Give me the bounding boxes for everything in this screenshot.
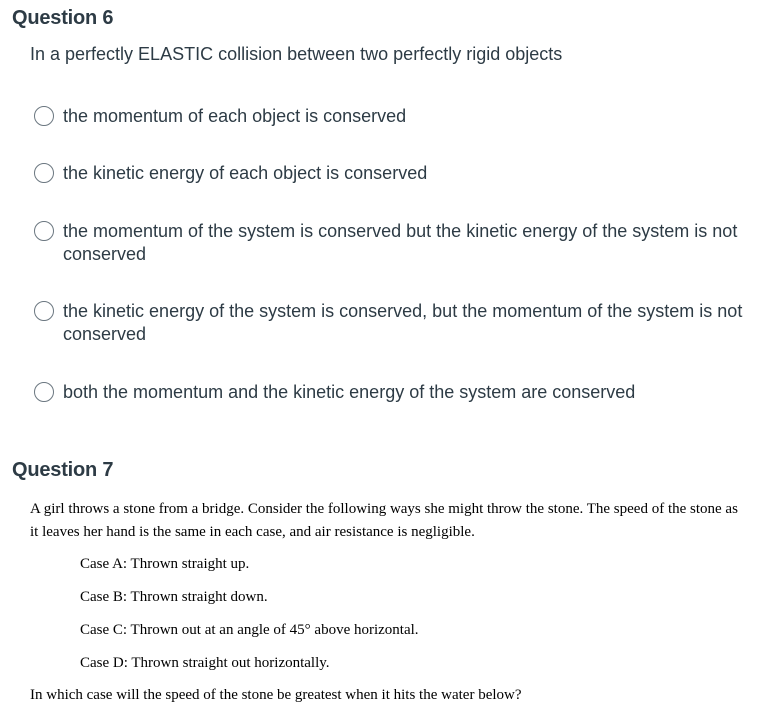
- question-7-title: [12, 459, 113, 482]
- answer-option-4[interactable]: [34, 300, 749, 346]
- case-c: Case C: Thrown out at an angle of 45° above horizontal.: [80, 622, 419, 638]
- answer-option-label: both the momentum and the kinetic energy of the system are conserved: [63, 382, 636, 402]
- radio-button[interactable]: [34, 106, 54, 126]
- answer-option-label: the momentum of the system is conserved but the kinetic energy of the system is not conserved: [63, 221, 738, 264]
- question-7-intro: A girl throws a stone from a bridge. Consider the following ways she might throw the stone. The speed of the stone as it leaves her hand is the same in each case, and air resistance is negligible.: [30, 501, 738, 540]
- question-7-title-text: Question 7: [12, 459, 114, 481]
- answer-option-3[interactable]: [34, 220, 749, 266]
- case-b: Case B: Thrown straight down.: [80, 589, 268, 605]
- radio-button[interactable]: [34, 301, 54, 321]
- answer-option-5[interactable]: [34, 381, 749, 404]
- answer-option-2[interactable]: [34, 162, 749, 185]
- radio-button[interactable]: [34, 163, 54, 183]
- question-6-title-text: Question 6: [12, 7, 114, 29]
- radio-button[interactable]: [34, 382, 54, 402]
- question-7-question: In which case will the speed of the stone be greatest when it hits the water below?: [30, 687, 522, 703]
- question-6-prompt: In a perfectly ELASTIC collision between two perfectly rigid objects: [30, 44, 563, 64]
- answer-option-label: the kinetic energy of the system is conserved, but the momentum of the system is not conserved: [63, 301, 743, 344]
- case-a: Case A: Thrown straight up.: [80, 556, 250, 572]
- case-d: Case D: Thrown straight out horizontally.: [80, 655, 330, 671]
- radio-button[interactable]: [34, 221, 54, 241]
- question-6-title: [12, 7, 120, 30]
- answer-option-1[interactable]: [34, 105, 749, 128]
- question-6-points-marker: [117, 12, 120, 24]
- answer-option-label: the momentum of each object is conserved: [63, 106, 407, 126]
- answer-option-label: the kinetic energy of each object is conserved: [63, 163, 428, 183]
